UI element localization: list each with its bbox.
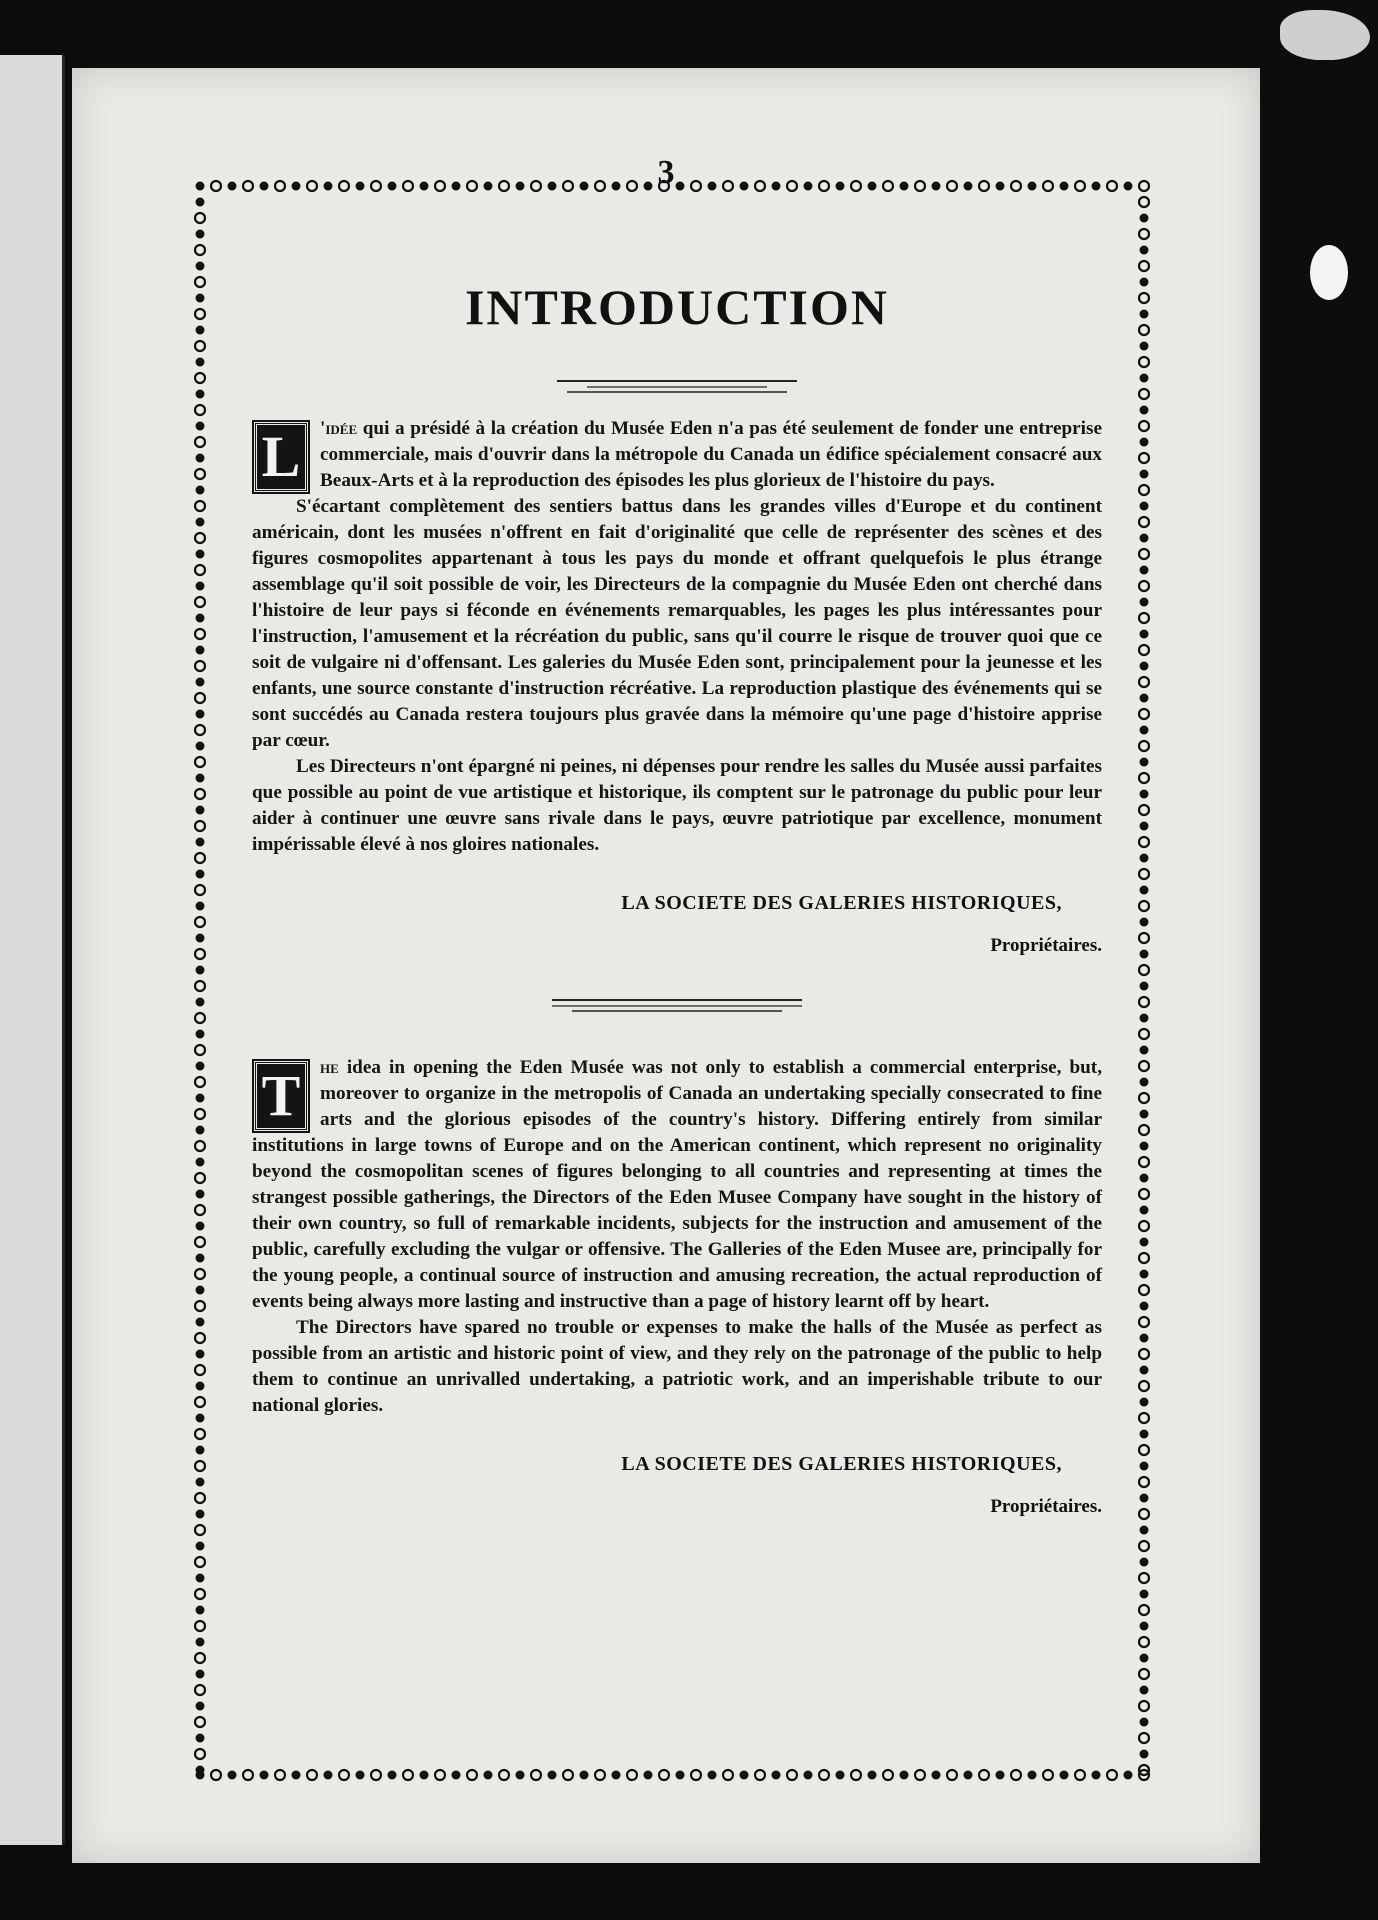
french-dropcap: L [254,422,308,492]
english-signature: LA SOCIETE DES GALERIES HISTORIQUES, [621,1453,1062,1475]
french-paragraph-1-text: qui a présidé à la création du Musée Eden n'a pas été seulement de fonder une entreprise commerciale, mais d'ouvrir dans la métropole du Canada un édifice spécialement consacré aux Beaux-Arts et à la reproduction des épisodes les plus glorieux de l'histoire du pays. [320,418,1102,491]
section-rule-divider [552,995,802,1015]
page-number: 3 [657,154,675,191]
english-paragraph-1-text: idea in opening the Eden Musée was not only to establish a commercial enterprise, but, moreover to organize in the metropolis of Canada an undertaking specially consecrated to fine arts and the glorious episodes of the country's history. Differing entirely from similar institutions in large towns of Europe and on the American continent, which represent no originality beyond the cosmopolitan scenes of figures belonging to all countries and representing at times the strangest possible gatherings, the Directors of the Eden Musee Company have sought in the history of their own country, so full of remarkable incidents, subjects for the instruction and amusement of the public, carefully excluding the vulgar or offensive. The Galleries of the Eden Musee are, principally for the young people, a continual source of instruction and amusing recreation, the actual reproduction of events being always more lasting and instructive than a page of history learnt off by heart. [252,1057,1102,1312]
english-paragraph-2: The Directors have spared no trouble or expenses to make the halls of the Musée as perfect as possible from an artistic and historic point of view, and they rely on the patronage of the public to help them to continue an unrivalled undertaking, a patriotic work, and an imperishable tribute to our national glories. [252,1317,1102,1416]
scan-blotch [1310,245,1348,300]
scan-blotch [1280,10,1370,60]
english-paragraph-1 [252,1055,1102,1315]
title-rule-divider [557,376,797,396]
english-section [252,1055,1102,1518]
page-content [252,223,1102,1518]
scanned-page [72,68,1260,1863]
french-paragraph-3: Les Directeurs n'ont épargné ni peines, ni dépenses pour rendre les salles du Musée aussi parfaites que possible au point de vue artistique et historique, ils comptent sur le patronage du public pour leur aider à continuer une œuvre sans rivale dans le pays, œuvre patriotique par excellence, monument impérissable élevé à nos gloires nationales. [252,756,1102,855]
french-signature-role: Propriétaires. [990,935,1102,956]
french-paragraph-2: S'écartant complètement des sentiers battus dans les grandes villes d'Europe et du continent américain, dont les musées n'offrent en fait d'originalité que celle de représenter des scènes et des figures cosmopolites appartenant à tous les pays du monde et offrant quelquefois le plus étrange assemblage qu'il soit possible de voir, les Directeurs de la compagnie du Musée Eden ont cherché dans l'histoire de leur pays si féconde en événements remarquables, les pages les plus intéressantes pour l'instruction, l'amusement et la récréation du public, sans qu'il courre le risque de trouver quoi que ce soit de vulgaire ni d'offensant. Les galeries du Musée Eden sont, principalement pour la jeunesse et les enfants, une source constante d'instruction récréative. La reproduction plastique des événements qui se sont succédés au Canada restera toujours plus gravée dans la mémoire qu'une page d'histoire apprise par cœur. [252,496,1102,751]
english-dropcap: T [254,1061,308,1131]
english-lead-word: he [320,1057,339,1078]
french-lead-word: 'idée [320,418,358,439]
previous-page-edge [0,55,65,1845]
french-paragraph-1 [252,416,1102,494]
english-signature-role: Propriétaires. [990,1496,1102,1517]
french-signature: LA SOCIETE DES GALERIES HISTORIQUES, [621,892,1062,914]
page-title: INTRODUCTION [464,279,890,335]
french-section [252,416,1102,957]
